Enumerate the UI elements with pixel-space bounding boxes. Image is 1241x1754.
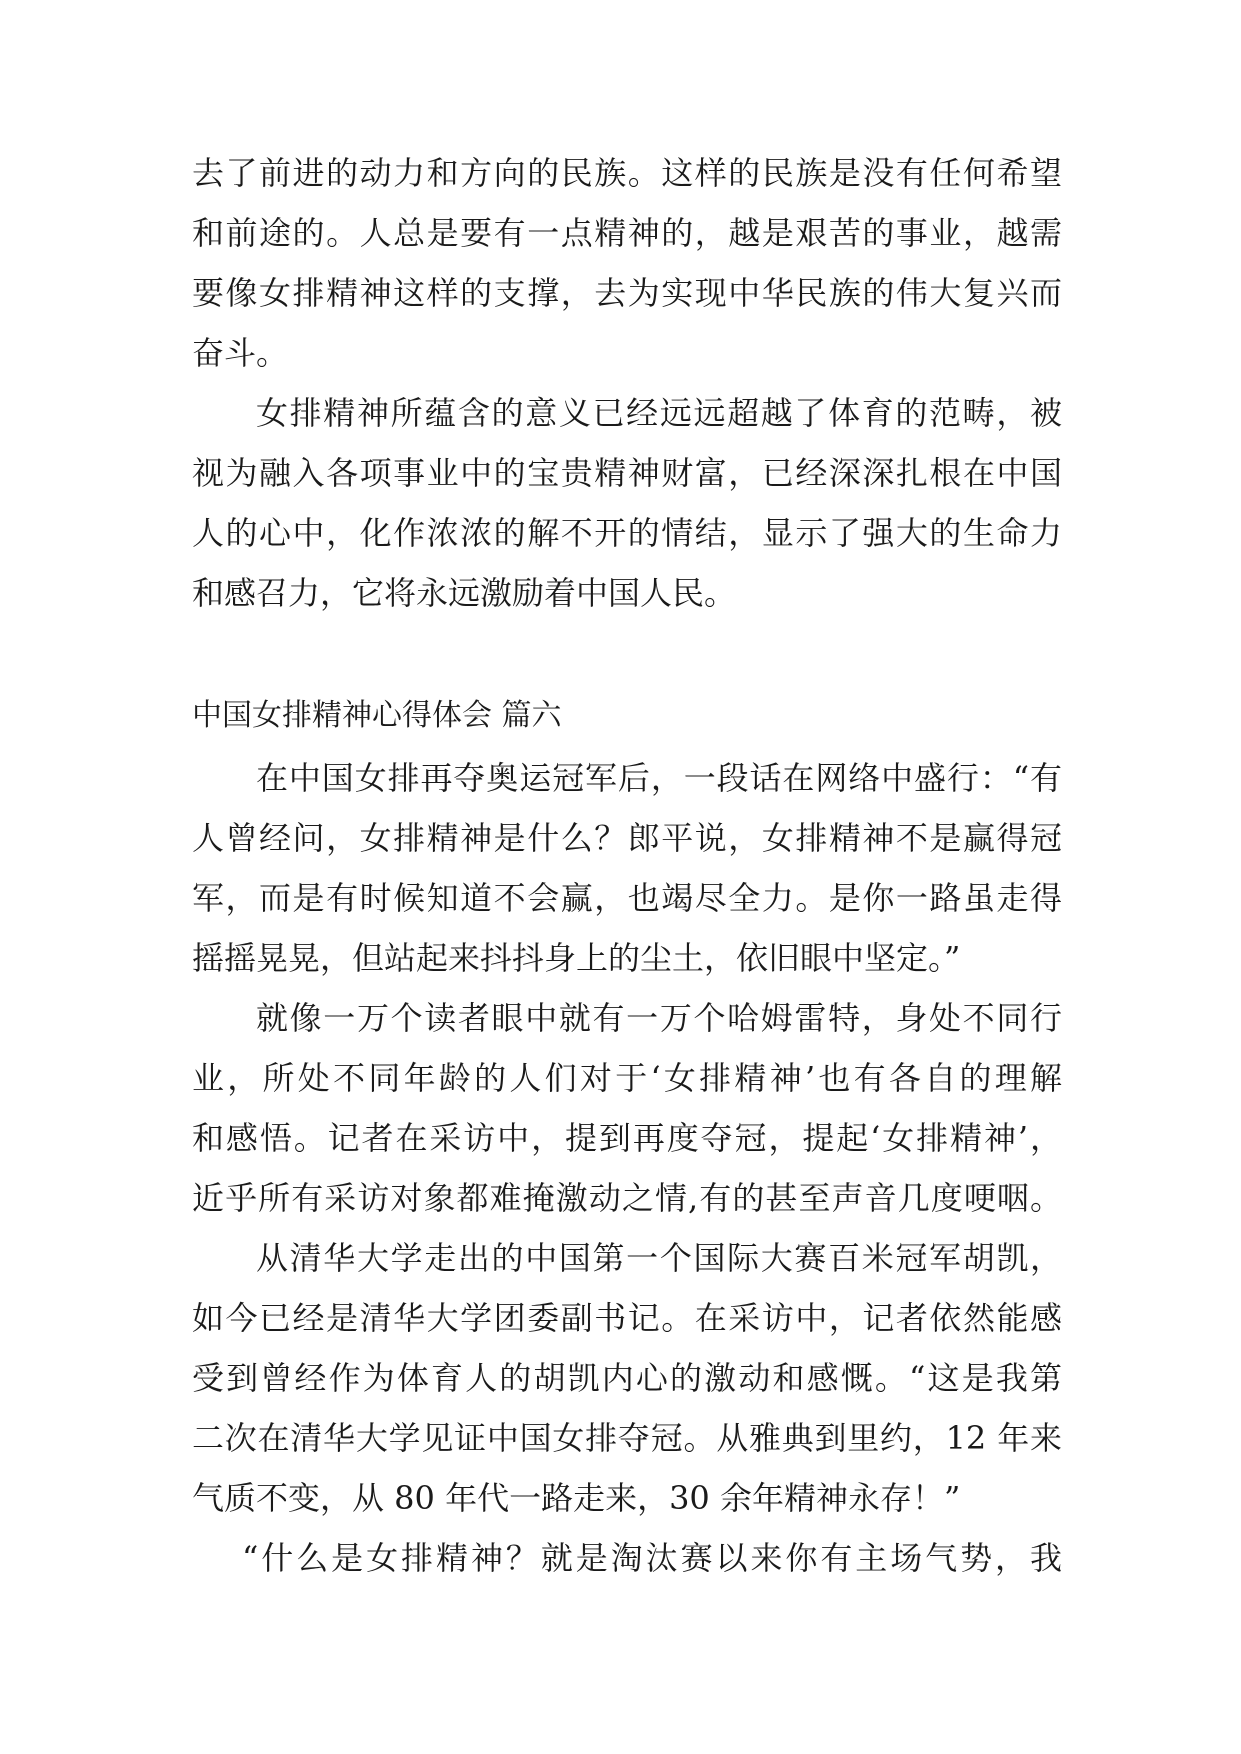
paragraph-2-line-3: 人的心中，化作浓浓的解不开的情结，显示了强大的生命力 — [192, 514, 1062, 552]
paragraph-5-line-3: 受到曾经作为体育人的胡凯内心的激动和感慨。“这是我第 — [192, 1359, 1062, 1397]
paragraph-3-line-2: 人曾经问，女排精神是什么？郎平说，女排精神不是赢得冠 — [192, 819, 1062, 857]
paragraph-2-line-1: 女排精神所蕴含的意义已经远远超越了体育的范畴，被 — [256, 394, 1062, 432]
paragraph-5-line-4: 二次在清华大学见证中国女排夺冠。从雅典到里约，12 年来 — [192, 1419, 1062, 1457]
paragraph-3-line-1: 在中国女排再夺奥运冠军后，一段话在网络中盛行：“有 — [256, 759, 1062, 797]
section-heading: 中国女排精神心得体会 篇六 — [192, 698, 562, 733]
paragraph-5-line-1: 从清华大学走出的中国第一个国际大赛百米冠军胡凯， — [256, 1239, 1062, 1277]
paragraph-3-line-3: 军，而是有时候知道不会赢，也竭尽全力。是你一路虽走得 — [192, 879, 1062, 917]
paragraph-1-line-1: 去了前进的动力和方向的民族。这样的民族是没有任何希望 — [192, 154, 1062, 192]
paragraph-4-line-3: 和感悟。记者在采访中，提到再度夺冠，提起‘女排精神’， — [192, 1119, 1062, 1157]
paragraph-4-line-4: 近乎所有采访对象都难掩激动之情,有的甚至声音几度哽咽。 — [192, 1179, 1062, 1217]
paragraph-1-line-2: 和前途的。人总是要有一点精神的，越是艰苦的事业，越需 — [192, 214, 1062, 252]
paragraph-4-line-1: 就像一万个读者眼中就有一万个哈姆雷特，身处不同行 — [256, 999, 1062, 1037]
paragraph-5-line-2: 如今已经是清华大学团委副书记。在采访中，记者依然能感 — [192, 1299, 1062, 1337]
paragraph-2-line-4: 和感召力，它将永远激励着中国人民。 — [192, 574, 737, 612]
paragraph-1-line-3: 要像女排精神这样的支撑，去为实现中华民族的伟大复兴而 — [192, 274, 1062, 312]
paragraph-3-line-4: 摇摇晃晃，但站起来抖抖身上的尘土，依旧眼中坚定。” — [192, 939, 961, 977]
paragraph-4-line-2: 业，所处不同年龄的人们对于‘女排精神’也有各自的理解 — [192, 1059, 1062, 1097]
paragraph-2-line-2: 视为融入各项事业中的宝贵精神财富，已经深深扎根在中国 — [192, 454, 1062, 492]
paragraph-5-line-5: 气质不变，从 80 年代一路走来，30 余年精神永存！” — [192, 1479, 961, 1517]
paragraph-6-line-1: “什么是女排精神？就是淘汰赛以来你有主场气势，我 — [242, 1539, 1062, 1577]
paragraph-1-line-4: 奋斗。 — [192, 334, 289, 372]
